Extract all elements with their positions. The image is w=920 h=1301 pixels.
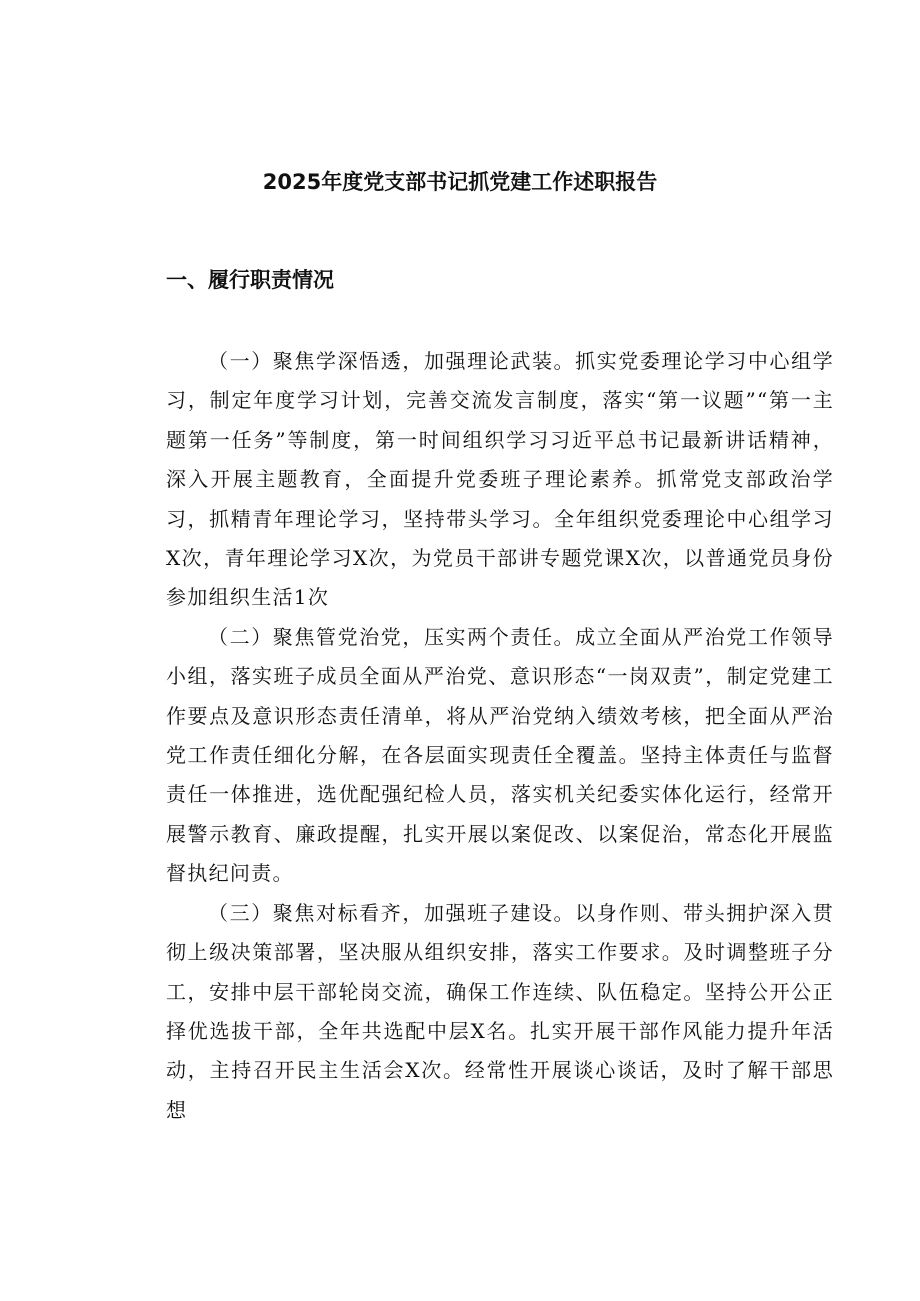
paragraph-1: （一）聚焦学深悟透，加强理论武装。抓实党委理论学习中心组学习，制定年度学习计划，完善交流发言制度，落实“第一议题”“第一主题第一任务”等制度，第一时间组织学习习近平总书记最新讲话精神，深入开展主题教育，全面提升党委班子理论素养。抓常党支部政治学习，抓精青年理论学习，坚持带头学习。全年组织党委理论中心组学习X次，青年理论学习X次，为党员干部讲专题党课X次，以普通党员身份参加组织生活1次 xyxy=(166,349,834,610)
paragraph-2: （二）聚焦管党治党，压实两个责任。成立全面从严治党工作领导小组，落实班子成员全面从严治党、意识形态“一岗双责”，制定党建工作要点及意识形态责任清单，将从严治党纳入绩效考核，把全面从严治党工作责任细化分解，在各层面实现责任全覆盖。坚持主体责任与监督责任一体推进，选优配强纪检人员，落实机关纪委实体化运行，经常开展警示教育、廉政提醒，扎实开展以案促改、以案促治，常态化开展监督执纪问责。 xyxy=(166,624,834,886)
document-title: 2025年度党支部书记抓党建工作述职报告 xyxy=(262,170,658,194)
paragraph-3: （三）聚焦对标看齐，加强班子建设。以身作则、带头拥护深入贯彻上级决策部署，坚决服从组织安排，落实工作要求。及时调整班子分工，安排中层干部轮岗交流，确保工作连续、队伍稳定。坚持公开公正择优选拔干部，全年共选配中层X名。扎实开展干部作风能力提升年活动，主持召开民主生活会X次。经常性开展谈心谈话，及时了解干部思想 xyxy=(166,900,834,1122)
section-heading: 一、履行职责情况 xyxy=(166,268,334,292)
document-body xyxy=(166,342,834,1130)
